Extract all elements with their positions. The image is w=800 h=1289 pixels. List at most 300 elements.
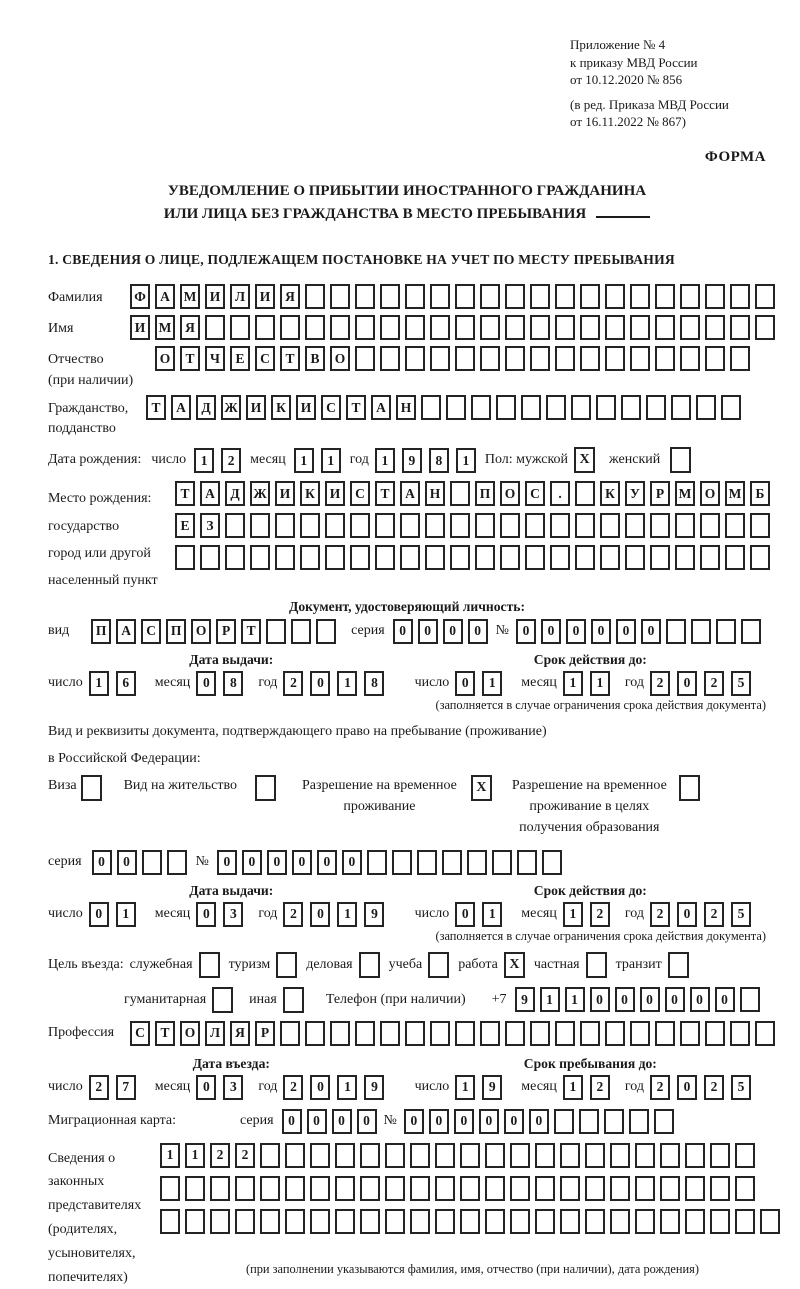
char-cell[interactable]: [385, 1176, 405, 1201]
char-cell[interactable]: П: [475, 481, 495, 506]
char-cell[interactable]: 0: [590, 987, 610, 1012]
char-cell[interactable]: 2: [704, 902, 724, 927]
char-cell[interactable]: [680, 1021, 700, 1046]
char-cell[interactable]: Т: [180, 346, 200, 371]
char-cell[interactable]: [630, 284, 650, 309]
char-cell[interactable]: [380, 1021, 400, 1046]
char-cell[interactable]: [755, 1021, 775, 1046]
char-cell[interactable]: [585, 1176, 605, 1201]
char-cell[interactable]: 0: [454, 1109, 474, 1134]
char-cell[interactable]: [554, 1109, 574, 1134]
char-cell[interactable]: 5: [731, 902, 751, 927]
char-cell[interactable]: 9: [402, 448, 422, 473]
char-cell[interactable]: [185, 1176, 205, 1201]
char-cell[interactable]: [266, 619, 286, 644]
char-cell[interactable]: [635, 1176, 655, 1201]
char-cell[interactable]: И: [275, 481, 295, 506]
char-cell[interactable]: [185, 1209, 205, 1234]
char-cell[interactable]: [750, 545, 770, 570]
char-cell[interactable]: [625, 545, 645, 570]
char-cell[interactable]: [367, 850, 387, 875]
char-cell[interactable]: 1: [590, 671, 610, 696]
char-cell[interactable]: 2: [89, 1075, 109, 1100]
char-cell[interactable]: Т: [175, 481, 195, 506]
char-cell[interactable]: [355, 346, 375, 371]
private-checkbox[interactable]: [586, 952, 607, 978]
char-cell[interactable]: 0: [418, 619, 438, 644]
char-cell[interactable]: 2: [221, 448, 241, 473]
char-cell[interactable]: И: [130, 315, 150, 340]
char-cell[interactable]: 1: [563, 902, 583, 927]
char-cell[interactable]: 3: [223, 902, 243, 927]
char-cell[interactable]: [691, 619, 711, 644]
char-cell[interactable]: [725, 545, 745, 570]
char-cell[interactable]: [485, 1209, 505, 1234]
char-cell[interactable]: [696, 395, 716, 420]
char-cell[interactable]: [630, 315, 650, 340]
char-cell[interactable]: 0: [616, 619, 636, 644]
char-cell[interactable]: [496, 395, 516, 420]
char-cell[interactable]: [235, 1209, 255, 1234]
char-cell[interactable]: 0: [196, 1075, 216, 1100]
char-cell[interactable]: [716, 619, 736, 644]
char-cell[interactable]: 0: [307, 1109, 327, 1134]
char-cell[interactable]: А: [371, 395, 391, 420]
char-cell[interactable]: 0: [317, 850, 337, 875]
char-cell[interactable]: 2: [650, 902, 670, 927]
char-cell[interactable]: [291, 619, 311, 644]
char-cell[interactable]: [655, 1021, 675, 1046]
char-cell[interactable]: [585, 1143, 605, 1168]
char-cell[interactable]: [555, 346, 575, 371]
humanitarian-checkbox[interactable]: [212, 987, 233, 1013]
char-cell[interactable]: [430, 315, 450, 340]
char-cell[interactable]: [455, 1021, 475, 1046]
transit-checkbox[interactable]: [668, 952, 689, 978]
char-cell[interactable]: Д: [225, 481, 245, 506]
char-cell[interactable]: [200, 545, 220, 570]
char-cell[interactable]: И: [205, 284, 225, 309]
char-cell[interactable]: [360, 1209, 380, 1234]
char-cell[interactable]: [650, 513, 670, 538]
char-cell[interactable]: 0: [117, 850, 137, 875]
char-cell[interactable]: [285, 1209, 305, 1234]
char-cell[interactable]: 0: [479, 1109, 499, 1134]
char-cell[interactable]: 0: [267, 850, 287, 875]
study-checkbox[interactable]: [428, 952, 449, 978]
char-cell[interactable]: [160, 1209, 180, 1234]
char-cell[interactable]: А: [200, 481, 220, 506]
char-cell[interactable]: У: [625, 481, 645, 506]
char-cell[interactable]: 0: [566, 619, 586, 644]
char-cell[interactable]: [430, 1021, 450, 1046]
char-cell[interactable]: [330, 284, 350, 309]
char-cell[interactable]: [330, 315, 350, 340]
char-cell[interactable]: [400, 545, 420, 570]
char-cell[interactable]: [405, 1021, 425, 1046]
char-cell[interactable]: [310, 1209, 330, 1234]
char-cell[interactable]: [580, 1021, 600, 1046]
char-cell[interactable]: [730, 1021, 750, 1046]
tourism-checkbox[interactable]: [276, 952, 297, 978]
char-cell[interactable]: 0: [404, 1109, 424, 1134]
char-cell[interactable]: О: [180, 1021, 200, 1046]
char-cell[interactable]: [492, 850, 512, 875]
char-cell[interactable]: Р: [216, 619, 236, 644]
char-cell[interactable]: 2: [283, 902, 303, 927]
char-cell[interactable]: [385, 1143, 405, 1168]
char-cell[interactable]: [410, 1209, 430, 1234]
char-cell[interactable]: [530, 1021, 550, 1046]
char-cell[interactable]: [635, 1209, 655, 1234]
char-cell[interactable]: [260, 1143, 280, 1168]
char-cell[interactable]: [430, 284, 450, 309]
char-cell[interactable]: К: [600, 481, 620, 506]
char-cell[interactable]: [310, 1143, 330, 1168]
char-cell[interactable]: [530, 284, 550, 309]
char-cell[interactable]: С: [130, 1021, 150, 1046]
char-cell[interactable]: [167, 850, 187, 875]
char-cell[interactable]: [510, 1176, 530, 1201]
char-cell[interactable]: 1: [89, 671, 109, 696]
char-cell[interactable]: [410, 1143, 430, 1168]
char-cell[interactable]: [560, 1143, 580, 1168]
char-cell[interactable]: И: [296, 395, 316, 420]
char-cell[interactable]: [680, 284, 700, 309]
char-cell[interactable]: 1: [337, 671, 357, 696]
char-cell[interactable]: 2: [283, 671, 303, 696]
char-cell[interactable]: [235, 1176, 255, 1201]
char-cell[interactable]: [550, 545, 570, 570]
char-cell[interactable]: [510, 1143, 530, 1168]
char-cell[interactable]: [405, 346, 425, 371]
char-cell[interactable]: 8: [223, 671, 243, 696]
char-cell[interactable]: К: [271, 395, 291, 420]
char-cell[interactable]: 6: [116, 671, 136, 696]
char-cell[interactable]: 1: [563, 1075, 583, 1100]
char-cell[interactable]: [467, 850, 487, 875]
char-cell[interactable]: [555, 315, 575, 340]
char-cell[interactable]: [635, 1143, 655, 1168]
char-cell[interactable]: [521, 395, 541, 420]
char-cell[interactable]: Б: [750, 481, 770, 506]
char-cell[interactable]: [455, 346, 475, 371]
char-cell[interactable]: [579, 1109, 599, 1134]
char-cell[interactable]: [335, 1176, 355, 1201]
char-cell[interactable]: [735, 1176, 755, 1201]
char-cell[interactable]: [660, 1143, 680, 1168]
char-cell[interactable]: [275, 513, 295, 538]
char-cell[interactable]: 2: [704, 671, 724, 696]
char-cell[interactable]: [610, 1176, 630, 1201]
char-cell[interactable]: [175, 545, 195, 570]
char-cell[interactable]: Я: [280, 284, 300, 309]
char-cell[interactable]: [310, 1176, 330, 1201]
char-cell[interactable]: [430, 346, 450, 371]
char-cell[interactable]: [425, 545, 445, 570]
char-cell[interactable]: [505, 346, 525, 371]
work-checkbox[interactable]: X: [504, 952, 525, 978]
char-cell[interactable]: [335, 1209, 355, 1234]
char-cell[interactable]: [305, 1021, 325, 1046]
char-cell[interactable]: [435, 1209, 455, 1234]
char-cell[interactable]: Т: [155, 1021, 175, 1046]
char-cell[interactable]: О: [700, 481, 720, 506]
char-cell[interactable]: Ч: [205, 346, 225, 371]
char-cell[interactable]: [435, 1176, 455, 1201]
char-cell[interactable]: 1: [563, 671, 583, 696]
char-cell[interactable]: [405, 315, 425, 340]
char-cell[interactable]: 1: [482, 902, 502, 927]
char-cell[interactable]: М: [155, 315, 175, 340]
char-cell[interactable]: [571, 395, 591, 420]
char-cell[interactable]: З: [200, 513, 220, 538]
char-cell[interactable]: [610, 1143, 630, 1168]
char-cell[interactable]: [621, 395, 641, 420]
char-cell[interactable]: П: [166, 619, 186, 644]
char-cell[interactable]: [480, 284, 500, 309]
char-cell[interactable]: 9: [364, 902, 384, 927]
char-cell[interactable]: [600, 545, 620, 570]
char-cell[interactable]: [325, 545, 345, 570]
char-cell[interactable]: [142, 850, 162, 875]
char-cell[interactable]: 0: [455, 902, 475, 927]
char-cell[interactable]: Р: [650, 481, 670, 506]
char-cell[interactable]: [730, 284, 750, 309]
char-cell[interactable]: [655, 315, 675, 340]
char-cell[interactable]: 0: [690, 987, 710, 1012]
char-cell[interactable]: 1: [375, 448, 395, 473]
char-cell[interactable]: [660, 1176, 680, 1201]
char-cell[interactable]: Т: [346, 395, 366, 420]
char-cell[interactable]: [280, 315, 300, 340]
char-cell[interactable]: [735, 1209, 755, 1234]
char-cell[interactable]: 0: [641, 619, 661, 644]
char-cell[interactable]: 1: [456, 448, 476, 473]
char-cell[interactable]: Т: [280, 346, 300, 371]
char-cell[interactable]: [730, 346, 750, 371]
char-cell[interactable]: [605, 1021, 625, 1046]
char-cell[interactable]: [417, 850, 437, 875]
char-cell[interactable]: 0: [217, 850, 237, 875]
char-cell[interactable]: [480, 315, 500, 340]
sex-male-checkbox[interactable]: X: [574, 447, 595, 473]
char-cell[interactable]: [205, 315, 225, 340]
char-cell[interactable]: [705, 284, 725, 309]
char-cell[interactable]: О: [155, 346, 175, 371]
char-cell[interactable]: [505, 315, 525, 340]
char-cell[interactable]: А: [400, 481, 420, 506]
char-cell[interactable]: [575, 481, 595, 506]
char-cell[interactable]: [680, 346, 700, 371]
char-cell[interactable]: [725, 513, 745, 538]
char-cell[interactable]: [740, 987, 760, 1012]
char-cell[interactable]: И: [325, 481, 345, 506]
char-cell[interactable]: [505, 284, 525, 309]
char-cell[interactable]: [380, 346, 400, 371]
char-cell[interactable]: [600, 513, 620, 538]
char-cell[interactable]: 0: [541, 619, 561, 644]
char-cell[interactable]: [375, 513, 395, 538]
char-cell[interactable]: 9: [482, 1075, 502, 1100]
char-cell[interactable]: [355, 315, 375, 340]
char-cell[interactable]: [500, 513, 520, 538]
char-cell[interactable]: [460, 1143, 480, 1168]
char-cell[interactable]: [654, 1109, 674, 1134]
char-cell[interactable]: [260, 1209, 280, 1234]
char-cell[interactable]: [460, 1176, 480, 1201]
char-cell[interactable]: А: [155, 284, 175, 309]
char-cell[interactable]: [710, 1209, 730, 1234]
char-cell[interactable]: 1: [455, 1075, 475, 1100]
char-cell[interactable]: [305, 284, 325, 309]
char-cell[interactable]: Н: [396, 395, 416, 420]
char-cell[interactable]: [442, 850, 462, 875]
char-cell[interactable]: [550, 513, 570, 538]
char-cell[interactable]: [435, 1143, 455, 1168]
official-checkbox[interactable]: [199, 952, 220, 978]
temp-permit-checkbox[interactable]: X: [471, 775, 492, 801]
char-cell[interactable]: [410, 1176, 430, 1201]
char-cell[interactable]: 0: [591, 619, 611, 644]
char-cell[interactable]: [760, 1209, 780, 1234]
edu-permit-checkbox[interactable]: [679, 775, 700, 801]
char-cell[interactable]: 2: [590, 902, 610, 927]
char-cell[interactable]: С: [321, 395, 341, 420]
char-cell[interactable]: [450, 481, 470, 506]
char-cell[interactable]: 8: [364, 671, 384, 696]
char-cell[interactable]: Е: [175, 513, 195, 538]
char-cell[interactable]: 1: [185, 1143, 205, 1168]
char-cell[interactable]: О: [191, 619, 211, 644]
char-cell[interactable]: 1: [321, 448, 341, 473]
char-cell[interactable]: [685, 1143, 705, 1168]
char-cell[interactable]: [580, 315, 600, 340]
char-cell[interactable]: Т: [241, 619, 261, 644]
char-cell[interactable]: 0: [468, 619, 488, 644]
char-cell[interactable]: [210, 1209, 230, 1234]
char-cell[interactable]: [535, 1176, 555, 1201]
char-cell[interactable]: [480, 1021, 500, 1046]
char-cell[interactable]: [300, 545, 320, 570]
char-cell[interactable]: 0: [715, 987, 735, 1012]
char-cell[interactable]: 0: [615, 987, 635, 1012]
char-cell[interactable]: [660, 1209, 680, 1234]
char-cell[interactable]: [525, 545, 545, 570]
char-cell[interactable]: [555, 1021, 575, 1046]
char-cell[interactable]: [255, 315, 275, 340]
char-cell[interactable]: 1: [294, 448, 314, 473]
char-cell[interactable]: [705, 315, 725, 340]
char-cell[interactable]: [730, 315, 750, 340]
char-cell[interactable]: 0: [310, 1075, 330, 1100]
char-cell[interactable]: П: [91, 619, 111, 644]
char-cell[interactable]: [721, 395, 741, 420]
char-cell[interactable]: [316, 619, 336, 644]
char-cell[interactable]: 0: [665, 987, 685, 1012]
char-cell[interactable]: И: [246, 395, 266, 420]
char-cell[interactable]: [596, 395, 616, 420]
char-cell[interactable]: [605, 346, 625, 371]
char-cell[interactable]: М: [180, 284, 200, 309]
char-cell[interactable]: [305, 315, 325, 340]
char-cell[interactable]: [535, 1209, 555, 1234]
char-cell[interactable]: [755, 315, 775, 340]
char-cell[interactable]: 2: [590, 1075, 610, 1100]
char-cell[interactable]: А: [171, 395, 191, 420]
char-cell[interactable]: [300, 513, 320, 538]
char-cell[interactable]: [629, 1109, 649, 1134]
char-cell[interactable]: [755, 284, 775, 309]
char-cell[interactable]: [225, 513, 245, 538]
char-cell[interactable]: Ф: [130, 284, 150, 309]
char-cell[interactable]: Л: [205, 1021, 225, 1046]
char-cell[interactable]: 0: [357, 1109, 377, 1134]
char-cell[interactable]: [650, 545, 670, 570]
char-cell[interactable]: [605, 284, 625, 309]
char-cell[interactable]: 2: [210, 1143, 230, 1168]
char-cell[interactable]: 0: [332, 1109, 352, 1134]
char-cell[interactable]: 1: [160, 1143, 180, 1168]
char-cell[interactable]: [575, 545, 595, 570]
char-cell[interactable]: [380, 284, 400, 309]
char-cell[interactable]: [280, 1021, 300, 1046]
char-cell[interactable]: [230, 315, 250, 340]
char-cell[interactable]: [710, 1176, 730, 1201]
char-cell[interactable]: [360, 1143, 380, 1168]
char-cell[interactable]: [580, 346, 600, 371]
char-cell[interactable]: Я: [230, 1021, 250, 1046]
char-cell[interactable]: 0: [677, 671, 697, 696]
char-cell[interactable]: [325, 513, 345, 538]
char-cell[interactable]: О: [500, 481, 520, 506]
char-cell[interactable]: [555, 284, 575, 309]
char-cell[interactable]: [646, 395, 666, 420]
char-cell[interactable]: [446, 395, 466, 420]
char-cell[interactable]: 0: [455, 671, 475, 696]
char-cell[interactable]: [700, 545, 720, 570]
char-cell[interactable]: [535, 1143, 555, 1168]
char-cell[interactable]: 0: [677, 902, 697, 927]
char-cell[interactable]: [655, 284, 675, 309]
char-cell[interactable]: [475, 545, 495, 570]
char-cell[interactable]: [500, 545, 520, 570]
char-cell[interactable]: С: [525, 481, 545, 506]
char-cell[interactable]: Е: [230, 346, 250, 371]
char-cell[interactable]: [530, 315, 550, 340]
char-cell[interactable]: 0: [516, 619, 536, 644]
char-cell[interactable]: [360, 1176, 380, 1201]
char-cell[interactable]: [355, 1021, 375, 1046]
char-cell[interactable]: [400, 513, 420, 538]
char-cell[interactable]: [485, 1176, 505, 1201]
char-cell[interactable]: С: [255, 346, 275, 371]
char-cell[interactable]: [160, 1176, 180, 1201]
char-cell[interactable]: 9: [515, 987, 535, 1012]
char-cell[interactable]: О: [330, 346, 350, 371]
char-cell[interactable]: [685, 1209, 705, 1234]
char-cell[interactable]: 2: [704, 1075, 724, 1100]
char-cell[interactable]: [475, 513, 495, 538]
char-cell[interactable]: [750, 513, 770, 538]
char-cell[interactable]: [560, 1176, 580, 1201]
other-checkbox[interactable]: [283, 987, 304, 1013]
char-cell[interactable]: М: [725, 481, 745, 506]
char-cell[interactable]: [610, 1209, 630, 1234]
char-cell[interactable]: Я: [180, 315, 200, 340]
char-cell[interactable]: [525, 513, 545, 538]
char-cell[interactable]: [405, 284, 425, 309]
